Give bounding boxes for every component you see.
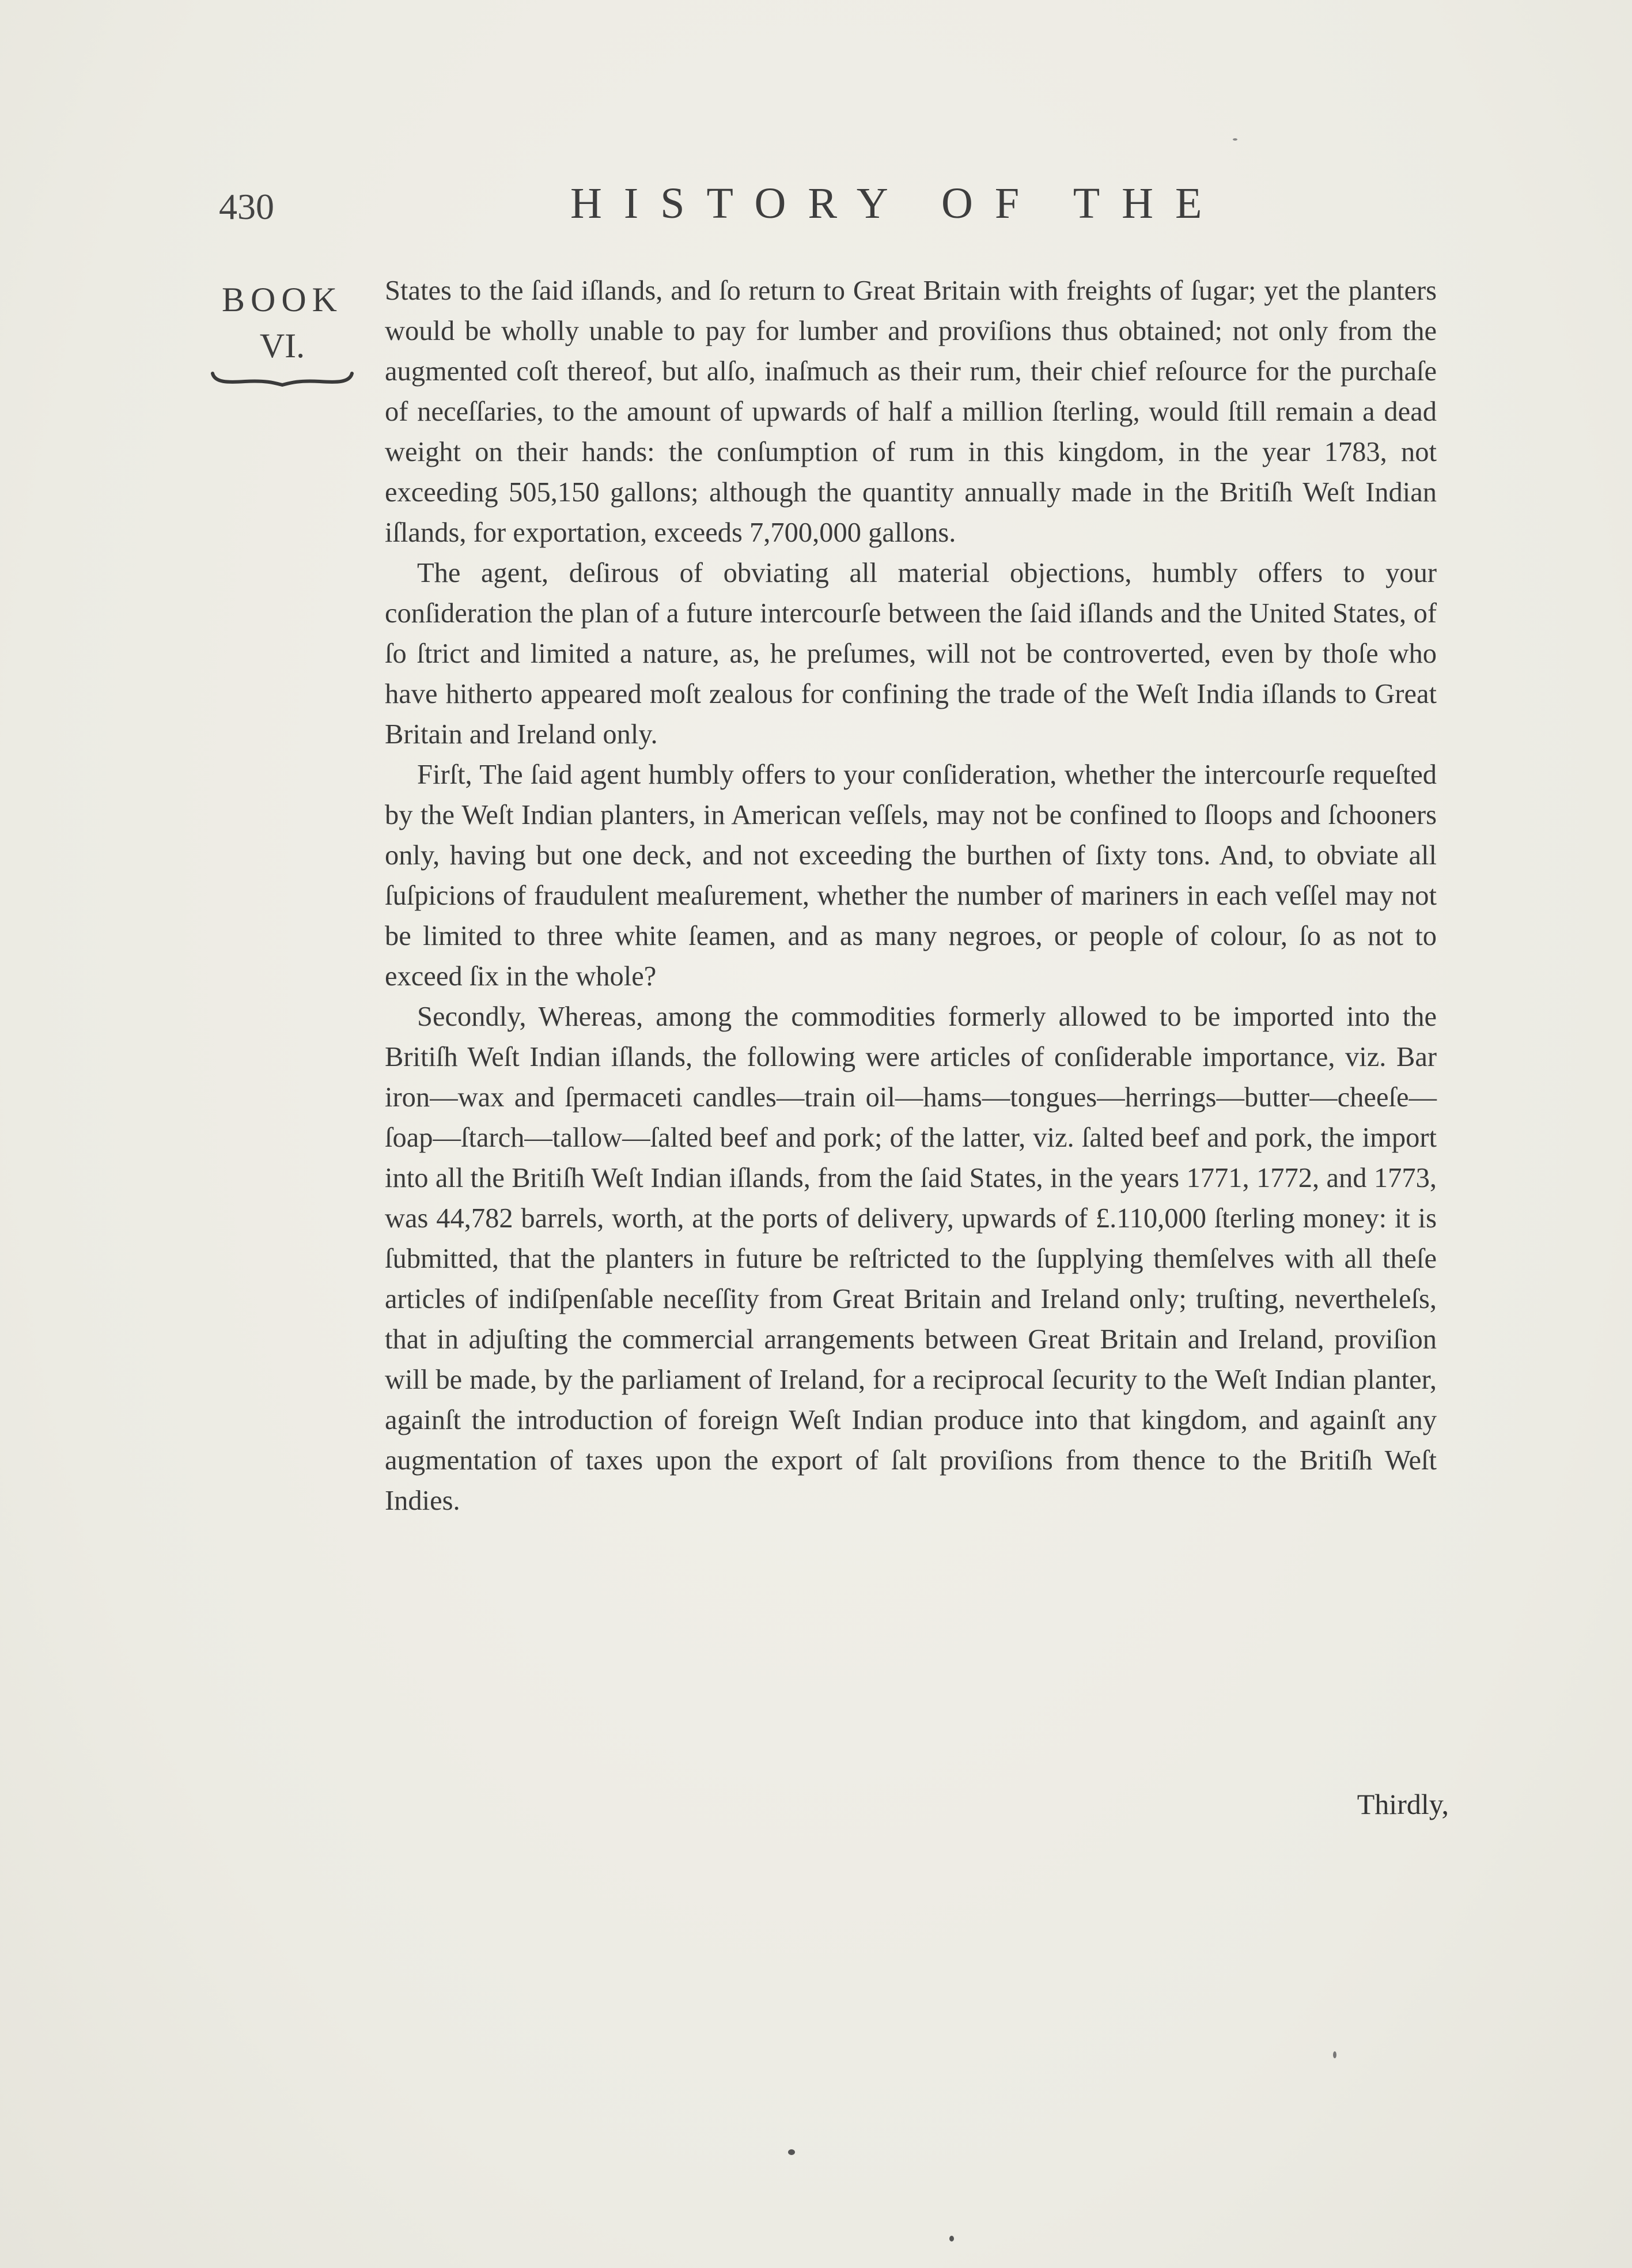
- running-title: HISTORY OF THE: [570, 179, 1224, 228]
- body-text: [385, 271, 1437, 1521]
- catchword: Thirdly,: [1357, 1788, 1449, 1820]
- book-volume: VI.: [259, 327, 305, 365]
- margin-note: [207, 277, 357, 387]
- book-label: BOOK: [221, 281, 343, 319]
- brace-ornament: [210, 370, 354, 387]
- paper-speck: [1333, 2051, 1336, 2058]
- paragraph-2: The agent, deſirous of obviating all material objections, humbly offers to your conſideration the plan of a future intercourſe between the ſaid iſlands and the United States, of ſo ſtrict and limited a nature, as, he preſumes, will not be controverted, even by thoſe who have hitherto appeared moſt zealous for confining the trade of the Weſt India iſlands to Great Britain and Ireland only.: [385, 558, 1437, 750]
- paper-speck: [788, 2149, 795, 2155]
- paper-speck: [949, 2236, 954, 2241]
- paragraph-3: Firſt, The ſaid agent humbly offers to your conſideration, whether the intercourſe requeſted by the Weſt Indian planters, in American veſſels, may not be confined to ſloops and ſchooners only, having but one deck, and not exceeding the burthen of ſixty tons. And, to obviate all ſuſpicions of fraudulent meaſurement, whether the number of mariners in each veſſel may not be limited to three white ſeamen, and as many negroes, or people of colour, ſo as not to exceed ſix in the whole?: [385, 759, 1437, 992]
- paragraph-4: Secondly, Whereas, among the commodities formerly allowed to be imported into the Britiſh Weſt Indian iſlands, the following were articles of conſiderable importance, viz. Bar iron—wax and ſpermaceti candles—train oil—hams—tongues—herrings—butter—cheeſe—ſoap—ſtarch—tallow—ſalted beef and pork; of the latter, viz. ſalted beef and pork, the import into all the Britiſh Weſt Indian iſlands, from the ſaid States, in the years 1771, 1772, and 1773, was 44,782 barrels, worth, at the ports of delivery, upwards of £.110,000 ſterling money: it is ſubmitted, that the planters in future be reſtricted to the ſupplying themſelves with all theſe articles of indiſpenſable neceſſity from Great Britain and Ireland only; truſting, nevertheleſs, that in adjuſting the commercial arrangements between Great Britain and Ireland, proviſion will be made, by the parliament of Ireland, for a reciprocal ſecurity to the Weſt Indian planter, againſt the introduction of foreign Weſt Indian produce into that kingdom, and againſt any augmentation of taxes upon the export of ſalt proviſions from thence to the Britiſh Weſt Indies.: [385, 1001, 1437, 1516]
- page-number: 430: [219, 186, 274, 227]
- paragraph-1: States to the ſaid iſlands, and ſo return to Great Britain with freights of ſugar; yet the planters would be wholly unable to pay for lumber and proviſions thus obtained; not only from the augmented coſt thereof, but alſo, inaſmuch as their rum, their chief reſource for the purchaſe of neceſſaries, to the amount of upwards of half a million ſterling, would ſtill remain a dead weight on their hands: the conſumption of rum in this kingdom, in the year 1783, not exceeding 505,150 gallons; although the quantity annually made in the Britiſh Weſt Indian iſlands, for exportation, exceeds 7,700,000 gallons.: [385, 275, 1437, 548]
- paper-speck: [1233, 138, 1237, 141]
